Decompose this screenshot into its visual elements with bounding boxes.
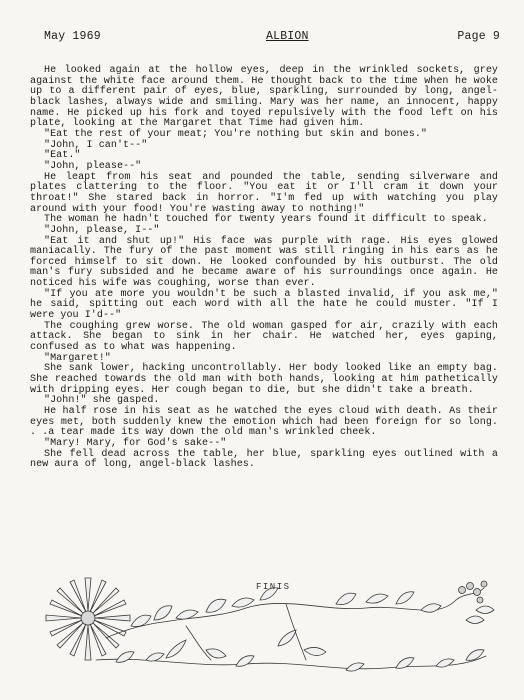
- story-text: [30, 66, 498, 471]
- paragraph: She sank lower, hacking uncontrollably. Her body looked like an empty bag. She reached towards the old man with both hands, looking at him pathetically with dripping eyes. Her cough began to die, but she didn't take a breath.: [30, 363, 498, 396]
- paragraph: "John, I can't--": [44, 139, 148, 151]
- paragraph: He looked again at the hollow eyes, deep in the wrinkled sockets, grey against the white face around them. He thought back to the time when he woke up to a different pair of eyes, blue, sparkling, surrounded by long, angel-black lashes, always wide and smiling. Mary was her name, an innocent, happy name. He picked up his fork and toyed repulsively with the food left on his plate, looking at the Margaret that Time had given him.: [30, 65, 498, 130]
- flower-burst: [46, 578, 130, 660]
- paragraph: "Margaret!": [44, 352, 111, 364]
- finis-marker: FINIS: [256, 582, 291, 592]
- paragraph: He half rose in his seat as he watched the eyes cloud with death. As their eyes met, both suddenly knew the emotion which had been foreign for so long. . .a tear made its way down the old man's wrinkled cheek.: [30, 406, 498, 439]
- paragraph: "John!" she gasped.: [44, 395, 160, 407]
- page-number: Page 9: [457, 30, 500, 43]
- berry-cluster: [456, 581, 494, 624]
- paragraph: "Mary! Mary, for God's sake--": [44, 437, 227, 449]
- page-header: [44, 30, 500, 46]
- publication-title: ALBION: [266, 30, 309, 43]
- paragraph: "John, please, I--": [44, 224, 160, 236]
- paragraph: "Eat.": [44, 150, 81, 162]
- paragraph: "If you ate more you wouldn't be such a blasted invalid, if you ask me," he said, spitting out each word with all the hate he could muster. "If I were you I'd--": [30, 288, 498, 322]
- paragraph: The woman he hadn't touched for twenty years found it difficult to speak.: [44, 214, 488, 226]
- issue-date: May 1969: [44, 30, 101, 43]
- paragraph: She fell dead across the table, her blue, sparkling eyes outlined with a new aura of long, angel-black lashes.: [30, 448, 498, 471]
- paragraph: "John, please--": [44, 160, 142, 172]
- paragraph: He leapt from his seat and pounded the table, sending silverware and plates clattering to the floor. "You eat it or I'll cram it down your throat!" She stared back in horror. "I'm fed up with watching you play around with your food! You're wasting away to nothing!": [30, 171, 498, 215]
- paragraph: "Eat it and shut up!" His face was purple with rage. His eyes glowed maniacally. The fury of the past moment was still ringing in his ears as he forced himself to sit down. He looked confounded by his outburst. The old man's fury subsided and he became aware of his surroundings once again. He noticed his wife was coughing, worse than ever.: [30, 235, 498, 290]
- paragraph: The coughing grew worse. The old woman gasped for air, crazily with each attack. She began to sink in her chair. He watched her, eyes gaping, confused as to what was happening.: [30, 320, 498, 354]
- paragraph: "Eat the rest of your meat; You're nothing but skin and bones.": [44, 128, 427, 140]
- floral-vine-illustration: [36, 560, 506, 690]
- leaves: [116, 588, 484, 671]
